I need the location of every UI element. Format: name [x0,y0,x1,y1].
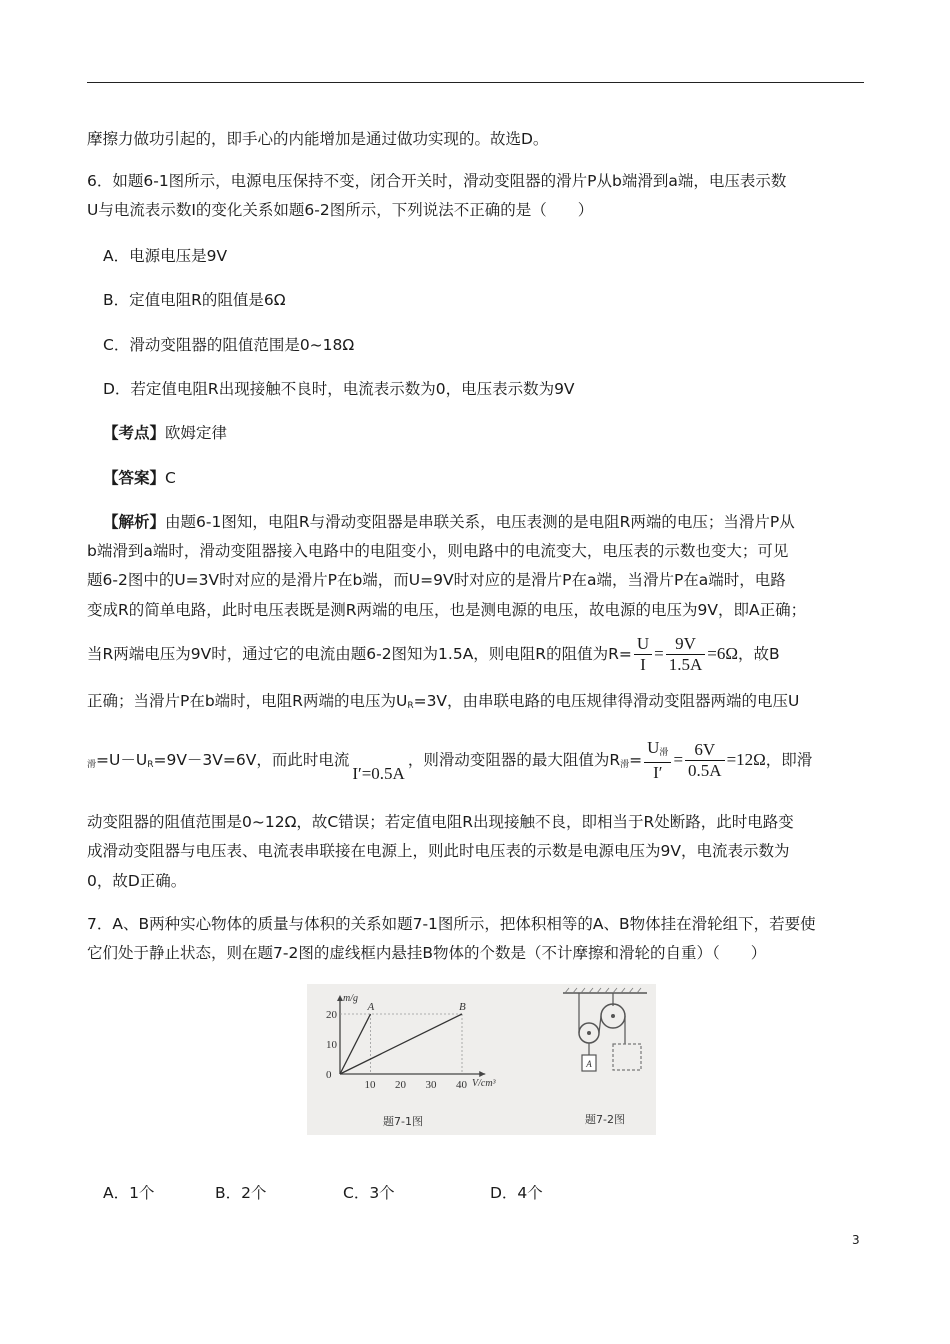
q6-answer [103,467,176,489]
analysis-line5-pre: 当R两端电压为9V时，通过它的电流由题6-2图知为1.5A，则电阻R的阻值为R= [87,645,632,663]
analysis-line6-text: 正确；当滑片P在b端时，电阻R两端的电压为U [87,692,408,710]
dashed-box [613,1044,641,1070]
analysis-line7-a: =U－U [96,751,148,769]
subscript-r: R [147,760,154,770]
movable-pulley-axle [587,1031,591,1035]
result-6-ohm: =6Ω [707,644,738,663]
y-axis-label: m/g [343,993,358,1004]
q7-stem-line1: 7．A、B两种实心物体的质量与体积的关系如题7-1图所示，把体积相等的A、B物体挂在滑轮组下，若要使 [87,915,816,933]
analysis-line7-c: ，则滑动变阻器的最大阻值为R [407,751,621,769]
frac-num: 9V [666,634,706,655]
q7-choice-c: C．3个 [343,1184,395,1202]
analysis-line9: 成滑动变阻器与电压表、电流表串联接在电源上，则此时电压表的示数是电源电压为9V，电流表示数为 [87,842,790,860]
result-12-ohm: =12Ω [726,750,766,769]
q6-stem-line1: 6．如题6-1图所示，电源电压保持不变，闭合开关时，滑动变阻器的滑片P从b端滑到a端，电压表示数 [87,172,787,190]
frac-den: I′ [653,763,663,782]
q7-figure-panel [307,984,656,1135]
q7-choice-a: A．1个 [103,1184,155,1202]
q7-choice-d: D．4个 [490,1184,543,1202]
frac-num [644,738,671,763]
analysis-line5 [87,634,780,675]
analysis-line7-b: =9V－3V=6V，而此时电流 [153,751,350,769]
fraction-6v-over-0-5a [685,740,725,781]
series-line-b [340,1014,462,1074]
q7-stem-line2: 它们处于静止状态，则在题7-2图的虚线框内悬挂B物体的个数是（不计摩擦和滑轮的自重）（ ） [87,944,767,962]
x-tick-label: 30 [425,1079,437,1091]
answer-text: C [165,469,176,487]
subscript-r: R [407,701,414,711]
analysis-line6-post: =3V，由串联电路的电压规律得滑动变阻器两端的电压U [413,692,800,710]
header-rule [87,82,864,83]
y-tick-label: 20 [326,1009,337,1021]
current-expr: I′=0.5A [352,764,405,783]
series-line-a [340,1014,371,1074]
kaodian-text: 欧姆定律 [165,424,228,442]
answer-label: 【答案】 [103,469,166,487]
y-tick-label: 0 [326,1069,332,1081]
frac-num: 6V [685,740,725,761]
analysis-line4: 变成R的简单电路，此时电压表既是测R两端的电压，也是测电源的电压，故电源的电压为9V，即A正确； [87,601,807,619]
analysis-line8: 动变阻器的阻值范围是0~12Ω，故C错误；若定值电阻R出现接触不良，即相当于R处断路，此时电路变 [87,813,794,831]
q7-choice-b: B．2个 [215,1184,267,1202]
kaodian-label: 【考点】 [103,424,166,442]
analysis-line10: 0，故D正确。 [87,872,187,890]
series-label-a: A [367,1001,375,1013]
analysis-line3: 题6-2图中的U=3V时对应的是滑片P在b端，而U=9V时对应的是滑片P在a端，当滑片P在a端时，电路 [87,571,786,589]
x-axis-label: V/cm³ [472,1078,496,1089]
analysis-line7 [87,738,812,785]
analysis-line2: b端滑到a端时，滑动变阻器接入电路中的电阻变小，则电路中的电流变大，电压表的示数也变大；可见 [87,542,789,560]
intro-line: 摩擦力做功引起的，即手心的内能增加是通过做功实现的。故选D。 [87,130,549,148]
analysis-label: 【解析】 [103,513,166,531]
equals-sign: = [654,644,664,663]
subscript-slide: 滑 [87,760,97,770]
analysis-line5-post: ，故B [737,645,780,663]
equals-sign: = [673,750,684,769]
block-a-label: A [586,1059,592,1069]
q6-option-b: B．定值电阻R的阻值是6Ω [103,291,286,309]
fraction-9v-over-1-5a [666,634,706,675]
fraction-u-over-i [634,634,652,675]
figure-7-2-caption: 题7-2图 [585,1113,625,1126]
frac-num-main: U [647,738,660,757]
analysis-line7-e: ，即滑 [765,751,813,769]
frac-den: 0.5A [688,761,722,780]
y-tick-label: 10 [326,1039,337,1051]
q6-kaodian [103,422,227,444]
x-tick-label: 10 [364,1079,376,1091]
x-axis-arrow [479,1071,485,1077]
x-tick-label: 40 [456,1079,467,1091]
analysis-text-1: 由题6-1图知，电阻R与滑动变阻器是串联关系，电压表测的是电阻R两端的电压；当滑片P从 [165,513,795,531]
series-label-b: B [459,1001,466,1013]
analysis-line6 [87,690,799,717]
analysis-line1 [103,511,795,533]
q6-option-c: C．滑动变阻器的阻值范围是0~18Ω [103,336,355,354]
q6-option-d: D．若定值电阻R出现接触不良时，电流表示数为0，电压表示数为9V [103,380,575,398]
frac-den: I [640,655,646,674]
frac-num: U [634,634,652,655]
fraction-u-slide-over-i [644,738,671,783]
figure-7-1-caption: 题7-1图 [383,1115,423,1128]
x-tick-label: 20 [395,1079,406,1091]
subscript-slide: 滑 [659,747,669,757]
fixed-pulley-axle [611,1014,615,1018]
q6-option-a: A．电源电压是9V [103,247,228,265]
page-number: 3 [852,1233,860,1247]
subscript-slide: 滑 [620,760,630,770]
analysis-line7-d: = [629,751,643,769]
frac-den: 1.5A [668,655,703,674]
q6-stem-line2: U与电流表示数I的变化关系如题6-2图所示，下列说法不正确的是（ ） [87,201,594,219]
rope-middle [599,1016,601,1033]
